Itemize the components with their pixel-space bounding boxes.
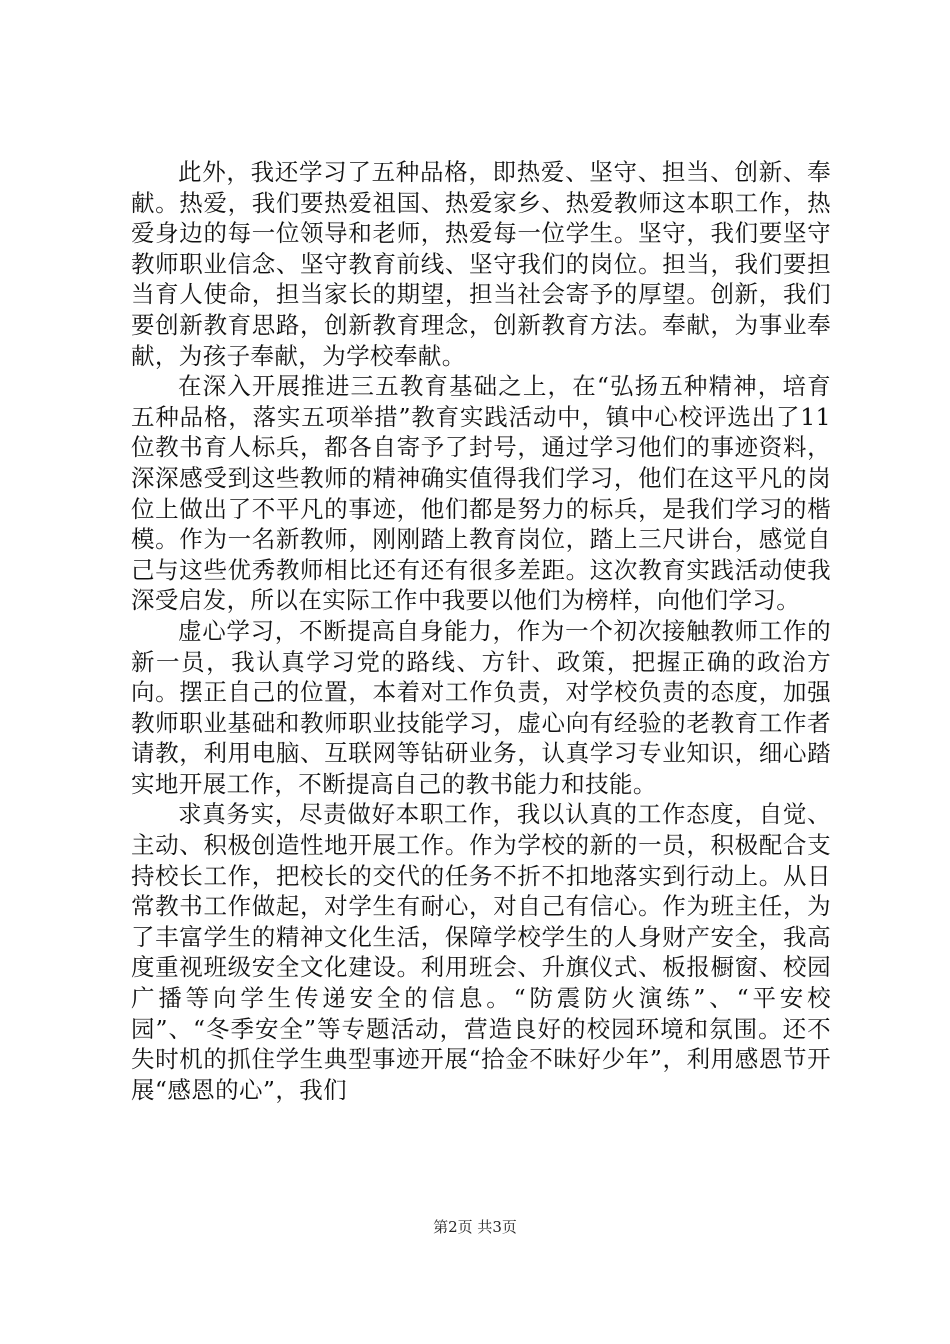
paragraph-4: 求真务实，尽责做好本职工作，我以认真的工作态度，自觉、主动、积极创造性地开展工作。作为学校的新的一员，积极配合支持校长工作，把校长的交代的任务不折不扣地落实到行动上。从日常教书工作做起，对学生有耐心，对自己有信心。作为班主任，为了丰富学生的精神文化生活，保障学校学生的人身财产安全，我高度重视班级安全文化建设。利用班会、升旗仪式、板报橱窗、校园广播等向学生传递安全的信息。“防震防火演练”、“平安校园”、“冬季安全”等专题活动，营造良好的校园环境和氛围。还不失时机的抓住学生典型事迹开展“拾金不昧好少年”，利用感恩节开展“感恩的心”，我们 <box>131 800 831 1104</box>
paragraph-3: 虚心学习，不断提高自身能力，作为一个初次接触教师工作的新一员，我认真学习党的路线、方针、政策，把握正确的政治方向。摆正自己的位置，本着对工作负责，对学校负责的态度，加强教师职业基础和教师职业技能学习，虚心向有经验的老教育工作者请教，利用电脑、互联网等钻研业务，认真学习专业知识，细心踏实地开展工作，不断提高自己的教书能力和技能。 <box>131 616 831 798</box>
document-body <box>131 157 831 1105</box>
paragraph-2: 在深入开展推进三五教育基础之上，在“弘扬五种精神，培育五种品格，落实五项举措”教育实践活动中，镇中心校评选出了11位教书育人标兵，都各自寄予了封号，通过学习他们的事迹资料，深深感受到这些教师的精神确实值得我们学习，他们在这平凡的岗位上做出了不平凡的事迹，他们都是努力的标兵，是我们学习的楷模。作为一名新教师，刚刚踏上教育岗位，踏上三尺讲台，感觉自己与这些优秀教师相比还有还有很多差距。这次教育实践活动使我深受启发，所以在实际工作中我要以他们为榜样，向他们学习。 <box>131 372 831 615</box>
paragraph-1: 此外，我还学习了五种品格，即热爱、坚守、担当、创新、奉献。热爱，我们要热爱祖国、热爱家乡、热爱教师这本职工作，热爱身边的每一位领导和老师，热爱每一位学生。坚守，我们要坚守教师职业信念、坚守教育前线、坚守我们的岗位。担当，我们要担当育人使命，担当家长的期望，担当社会寄予的厚望。创新，我们要创新教育思路，创新教育理念，创新教育方法。奉献，为事业奉献，为孩子奉献，为学校奉献。 <box>131 158 831 370</box>
page-footer: 第2页 共3页 <box>433 1218 517 1236</box>
